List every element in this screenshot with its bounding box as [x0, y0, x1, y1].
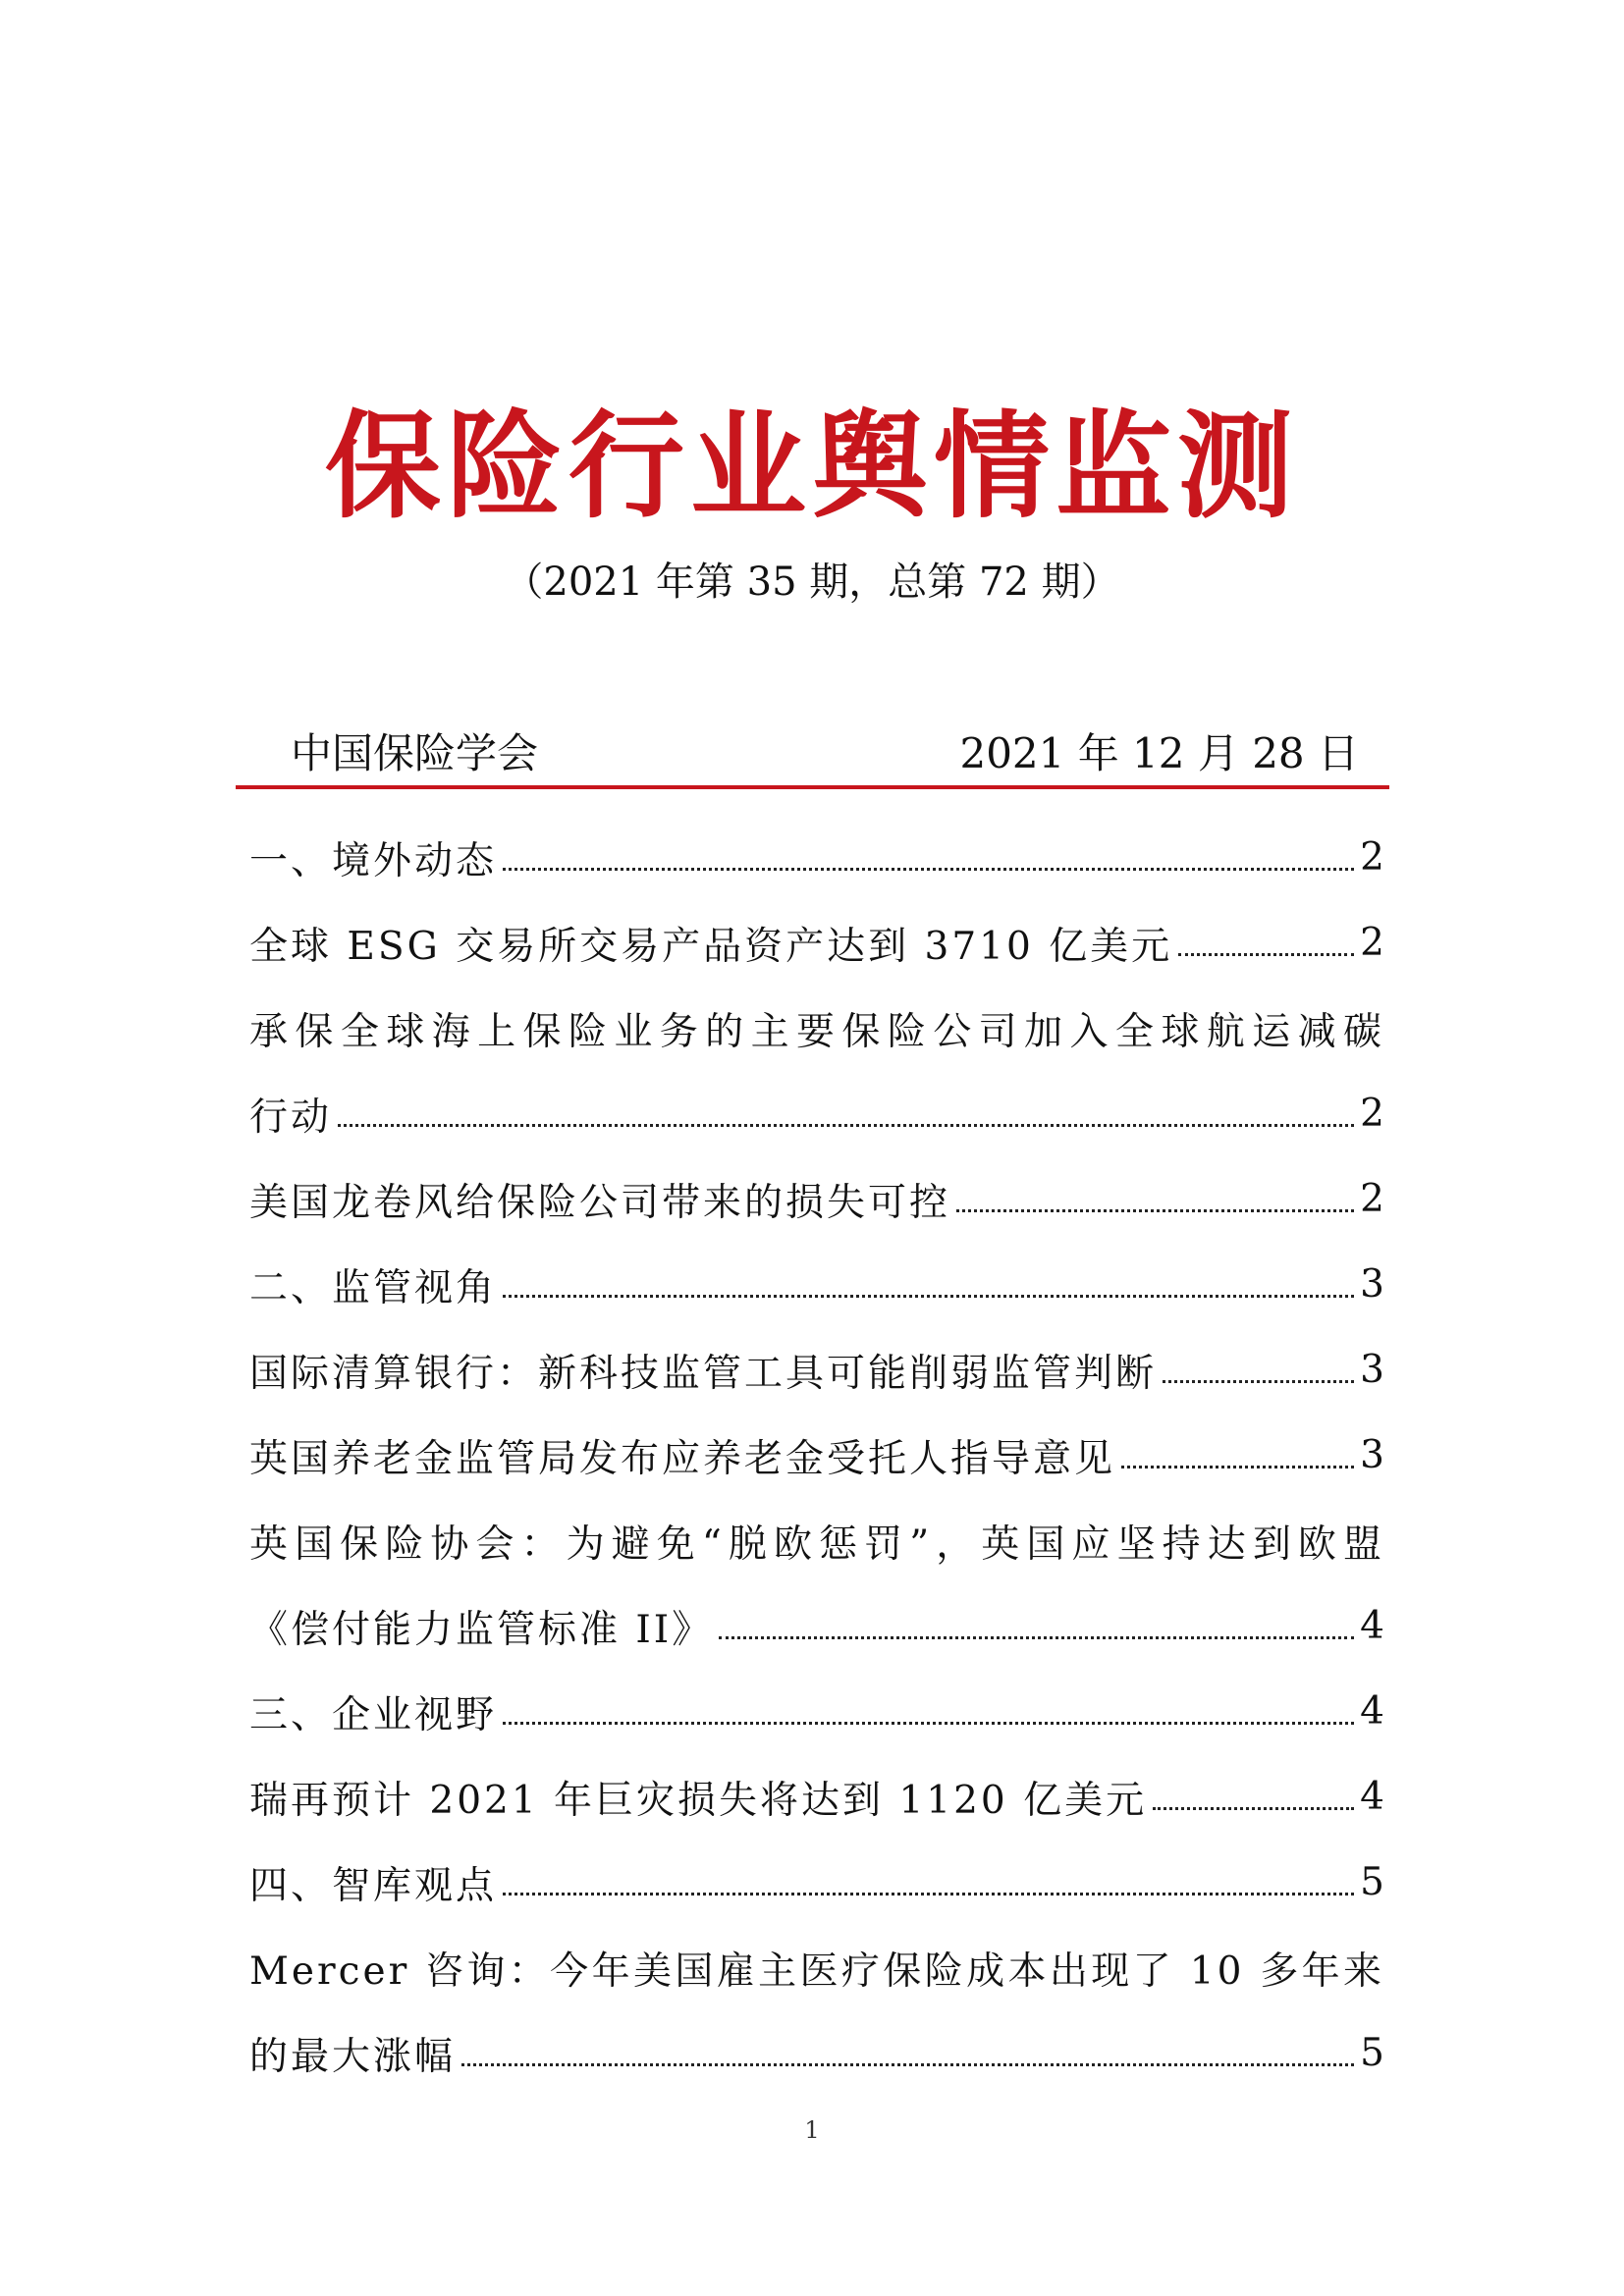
- toc-entry-think-tank-section[interactable]: [249, 1840, 1384, 1925]
- toc-leader: [1153, 1807, 1354, 1810]
- toc-entry-text: 二、监管视角: [249, 1265, 498, 1310]
- toc-entry-abi-brexit-line1[interactable]: [249, 1498, 1384, 1583]
- publication-date: 2021 年 12 月 28 日: [959, 729, 1359, 777]
- toc-entry-text: 行动: [249, 1095, 333, 1140]
- toc-entry-abi-brexit-line2[interactable]: [249, 1583, 1384, 1669]
- toc-leader: [503, 868, 1354, 871]
- toc-entry-page: 2: [1360, 1177, 1384, 1221]
- toc-entry-text: 英国养老金监管局发布应养老金受托人指导意见: [249, 1436, 1116, 1481]
- toc-leader: [461, 2063, 1354, 2066]
- toc-leader: [503, 1722, 1354, 1725]
- toc-entry-text: 国际清算银行：新科技监管工具可能削弱监管判断: [249, 1351, 1158, 1396]
- table-of-contents: [249, 815, 1384, 2096]
- toc-entry-us-tornado[interactable]: [249, 1156, 1384, 1242]
- toc-leader: [1121, 1466, 1354, 1468]
- toc-entry-page: 2: [1360, 835, 1384, 880]
- page-number: 1: [804, 2116, 820, 2144]
- toc-entry-page: 4: [1360, 1604, 1384, 1648]
- toc-entry-page: 3: [1360, 1262, 1384, 1307]
- toc-entry-swiss-re-cat-losses[interactable]: [249, 1754, 1384, 1840]
- organization-name: 中国保险学会: [291, 729, 539, 777]
- toc-entry-text: 英国保险协会：为避免“脱欧惩罚”，英国应坚持达到欧盟: [249, 1522, 1384, 1567]
- toc-entry-text: 三、企业视野: [249, 1692, 498, 1737]
- toc-entry-page: 2: [1360, 921, 1384, 965]
- toc-entry-bis-suptech[interactable]: [249, 1327, 1384, 1413]
- toc-leader: [1163, 1380, 1354, 1383]
- toc-entry-text: 美国龙卷风给保险公司带来的损失可控: [249, 1180, 951, 1225]
- toc-leader: [719, 1636, 1354, 1639]
- toc-entry-page: 5: [1360, 1860, 1384, 1904]
- toc-entry-page: 5: [1360, 2031, 1384, 2075]
- toc-entry-marine-insurers-line1[interactable]: [249, 986, 1384, 1071]
- toc-entry-text: 瑞再预计 2021 年巨灾损失将达到 1120 亿美元: [249, 1778, 1148, 1823]
- toc-entry-uk-pensions-regulator[interactable]: [249, 1413, 1384, 1498]
- toc-entry-esg-etp[interactable]: [249, 900, 1384, 986]
- toc-leader: [338, 1124, 1354, 1127]
- toc-leader: [503, 1295, 1354, 1298]
- toc-leader: [1178, 953, 1354, 956]
- toc-entry-marine-insurers-line2[interactable]: [249, 1071, 1384, 1156]
- toc-entry-page: 4: [1360, 1775, 1384, 1819]
- toc-entry-mercer-line2[interactable]: [249, 2010, 1384, 2096]
- toc-entry-page: 4: [1360, 1689, 1384, 1734]
- header-divider: [236, 785, 1389, 789]
- toc-entry-page: 3: [1360, 1433, 1384, 1477]
- toc-entry-enterprise-section[interactable]: [249, 1669, 1384, 1754]
- toc-leader: [956, 1209, 1354, 1212]
- toc-entry-text: 一、境外动态: [249, 838, 498, 883]
- toc-entry-overseas-section[interactable]: [249, 815, 1384, 900]
- toc-entry-page: 3: [1360, 1348, 1384, 1392]
- toc-entry-text: 全球 ESG 交易所交易产品资产达到 3710 亿美元: [249, 924, 1173, 969]
- toc-entry-text: Mercer 咨询：今年美国雇主医疗保险成本出现了 10 多年来: [249, 1949, 1384, 1994]
- document-title: 保险行业舆情监测: [324, 399, 1299, 534]
- toc-leader: [503, 1893, 1354, 1896]
- toc-entry-page: 2: [1360, 1092, 1384, 1136]
- toc-entry-text: 承保全球海上保险业务的主要保险公司加入全球航运减碳: [249, 1009, 1384, 1054]
- toc-entry-regulation-section[interactable]: [249, 1242, 1384, 1327]
- toc-entry-text: 四、智库观点: [249, 1863, 498, 1908]
- publisher-header: [291, 726, 1371, 781]
- toc-entry-mercer-line1[interactable]: [249, 1925, 1384, 2010]
- toc-entry-text: 的最大涨幅: [249, 2034, 457, 2079]
- toc-entry-text: 《偿付能力监管标准 II》: [249, 1607, 714, 1652]
- issue-number: （2021 年第 35 期，总第 72 期）: [504, 560, 1120, 605]
